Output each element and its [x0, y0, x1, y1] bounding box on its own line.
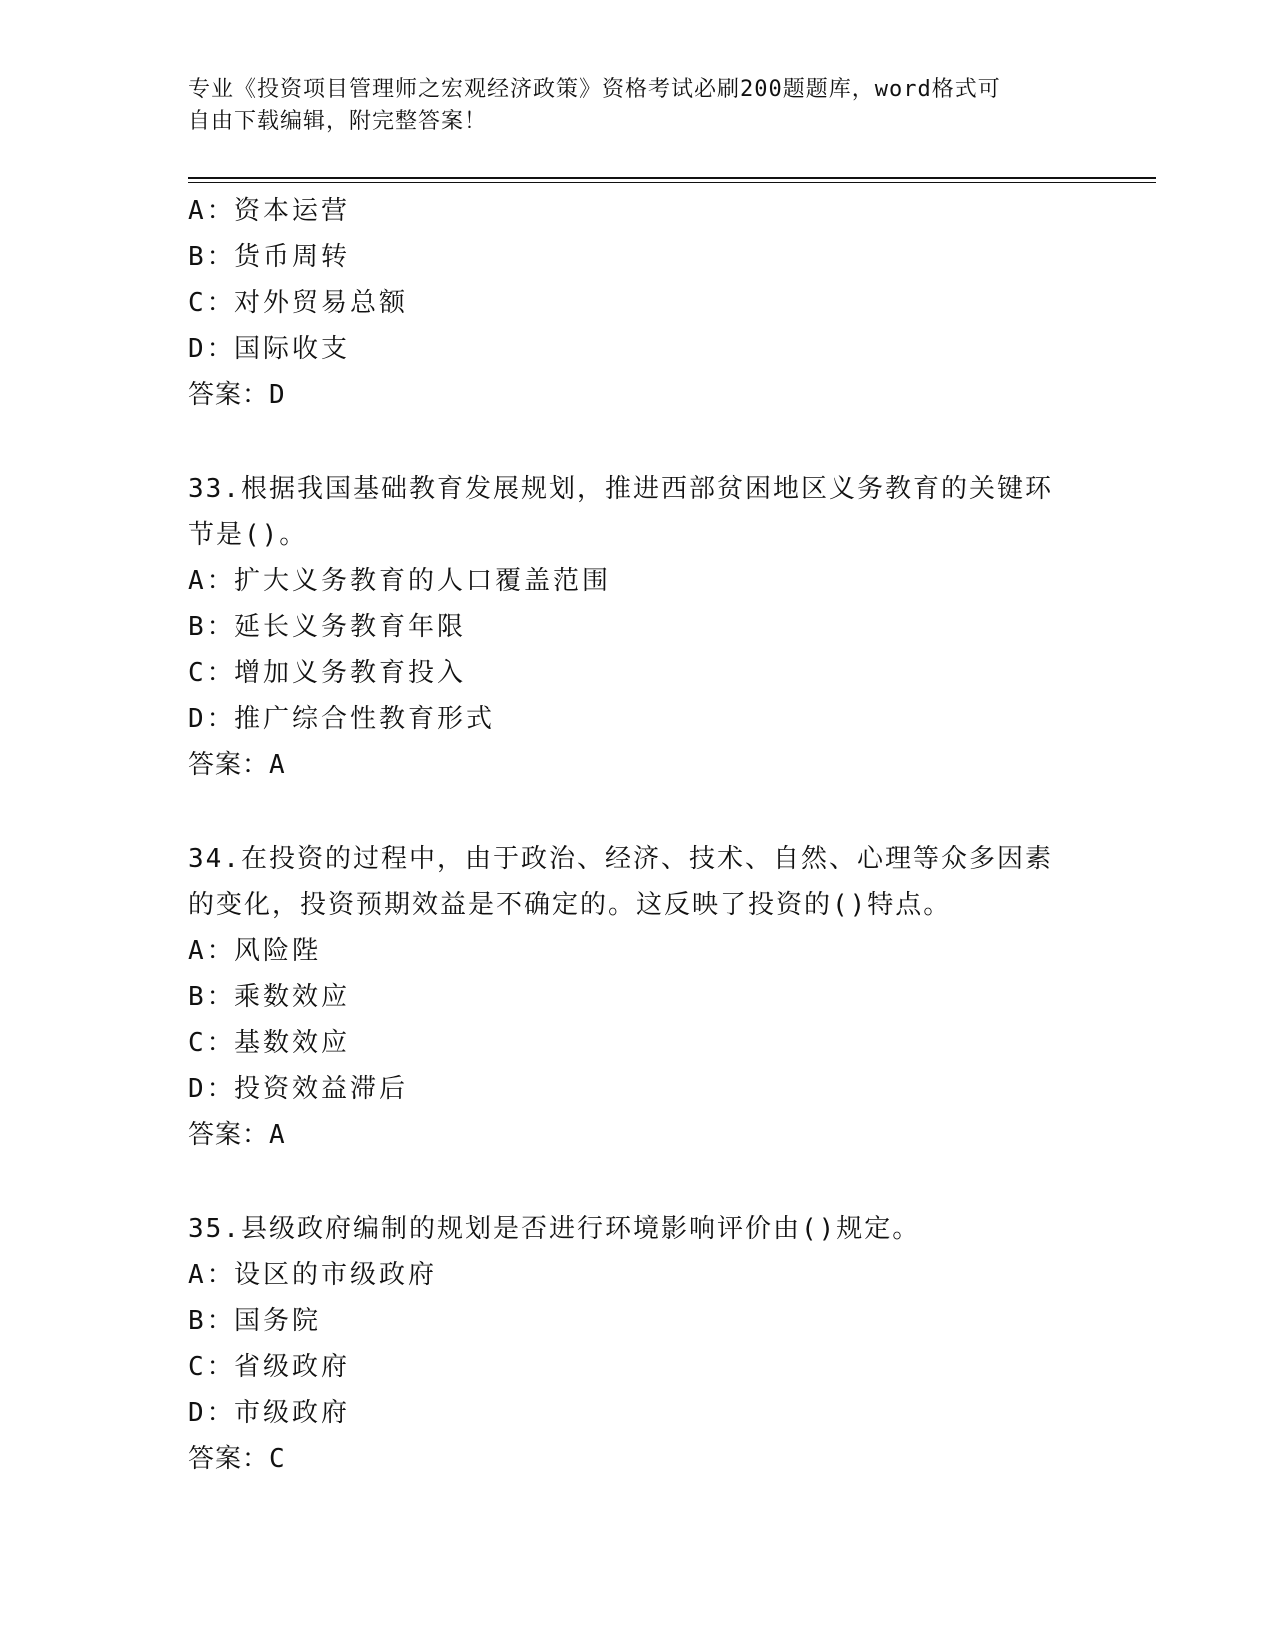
header-title-line-1: 专业《投资项目管理师之宏观经济政策》资格考试必刷200题题库，word格式可 [188, 77, 1001, 102]
option-b: B：延长义务教育年限 [188, 612, 467, 642]
answer-line: 答案：A [188, 750, 286, 780]
question-block-33 [188, 466, 1088, 788]
option-a: A：风险陛 [188, 936, 322, 966]
question-stem: 33.根据我国基础教育发展规划，推进西部贫困地区义务教育的关键环 [188, 474, 1053, 504]
answer-line: 答案：A [188, 1120, 286, 1150]
header-divider-thin [188, 182, 1156, 183]
option-c: C：增加义务教育投入 [188, 658, 467, 688]
option-a: A：设区的市级政府 [188, 1260, 438, 1290]
answer-line: 答案：D [188, 380, 286, 410]
option-c: C：对外贸易总额 [188, 288, 409, 318]
question-stem: 34.在投资的过程中，由于政治、经济、技术、自然、心理等众多因素 [188, 844, 1053, 874]
option-c: C：基数效应 [188, 1028, 351, 1058]
question-block-34 [188, 836, 1088, 1158]
question-stem: 节是()。 [188, 520, 308, 550]
question-stem: 的变化，投资预期效益是不确定的。这反映了投资的()特点。 [188, 890, 952, 920]
option-c: C：省级政府 [188, 1352, 351, 1382]
question-list [188, 188, 1088, 1482]
option-a: A：资本运营 [188, 196, 351, 226]
document-header [188, 74, 1088, 138]
option-a: A：扩大义务教育的人口覆盖范围 [188, 566, 612, 596]
header-divider-thick [188, 177, 1156, 179]
option-b: B：国务院 [188, 1306, 322, 1336]
option-b: B：乘数效应 [188, 982, 351, 1012]
question-stem: 35.县级政府编制的规划是否进行环境影响评价由()规定。 [188, 1214, 921, 1244]
option-d: D：推广综合性教育形式 [188, 704, 496, 734]
option-b: B：货币周转 [188, 242, 351, 272]
question-block-35 [188, 1206, 1088, 1482]
option-d: D：国际收支 [188, 334, 351, 364]
header-title-line-2: 自由下载编辑，附完整答案！ [188, 109, 488, 134]
answer-line: 答案：C [188, 1444, 286, 1474]
option-d: D：投资效益滞后 [188, 1074, 409, 1104]
question-block-prev [188, 188, 1088, 418]
option-d: D：市级政府 [188, 1398, 351, 1428]
